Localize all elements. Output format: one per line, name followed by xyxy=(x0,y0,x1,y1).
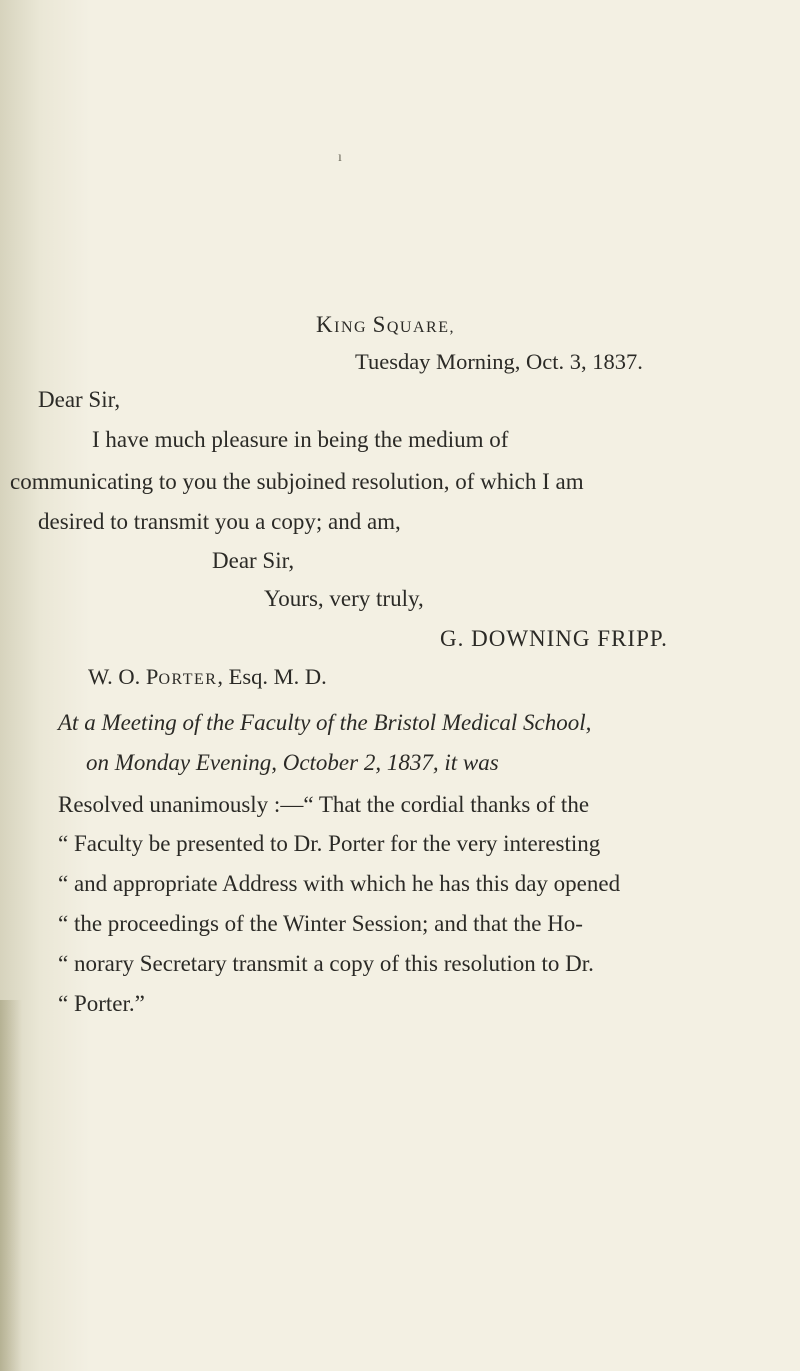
body-line-1: I have much pleasure in being the medium of xyxy=(92,427,509,452)
resolution-line-3: “ and appropriate Address with which he has this day opened xyxy=(58,871,621,896)
letter-date: Tuesday Morning, Oct. 3, 1837. xyxy=(355,349,643,374)
meeting-intro-line-2: on Monday Evening, October 2, 1837, it was xyxy=(86,750,499,775)
signer-name: G. DOWNING FRIPP. xyxy=(440,626,668,651)
resolution-line-6: “ Porter.” xyxy=(58,991,145,1016)
body-line-3: desired to transmit you a copy; and am, xyxy=(38,509,401,534)
salutation: Dear Sir, xyxy=(38,387,121,412)
heading-initial-2: S xyxy=(372,312,387,337)
body-line-2: communicating to you the subjoined resolution, of which I am xyxy=(10,469,584,494)
binding-shadow xyxy=(0,1000,22,1371)
resolution-line-4: “ the proceedings of the Winter Session; and that the Ho- xyxy=(58,911,583,936)
letter-heading xyxy=(316,310,455,343)
resolution-line-1: Resolved unanimously :—“ That the cordial thanks of the xyxy=(58,792,590,817)
heading-smallcaps-2: QUARE, xyxy=(386,319,455,336)
resolution-line-5: “ norary Secretary transmit a copy of this resolution to Dr. xyxy=(58,951,594,976)
addressee xyxy=(88,662,327,695)
addressee-suffix: , Esq. M. D. xyxy=(217,664,327,689)
meeting-intro-line-1: At a Meeting of the Faculty of the Bristol Medical School, xyxy=(58,710,592,735)
addressee-prefix: W. O. P xyxy=(88,664,159,689)
addressee-smallcaps: ORTER xyxy=(158,671,218,688)
page-speck: ı xyxy=(338,150,342,165)
closing-salutation: Dear Sir, xyxy=(212,548,295,573)
heading-smallcaps: ING xyxy=(334,319,373,336)
resolution-line-2: “ Faculty be presented to Dr. Porter for the very interesting xyxy=(58,831,601,856)
closing: Yours, very truly, xyxy=(264,586,424,611)
heading-initial: K xyxy=(316,312,335,337)
